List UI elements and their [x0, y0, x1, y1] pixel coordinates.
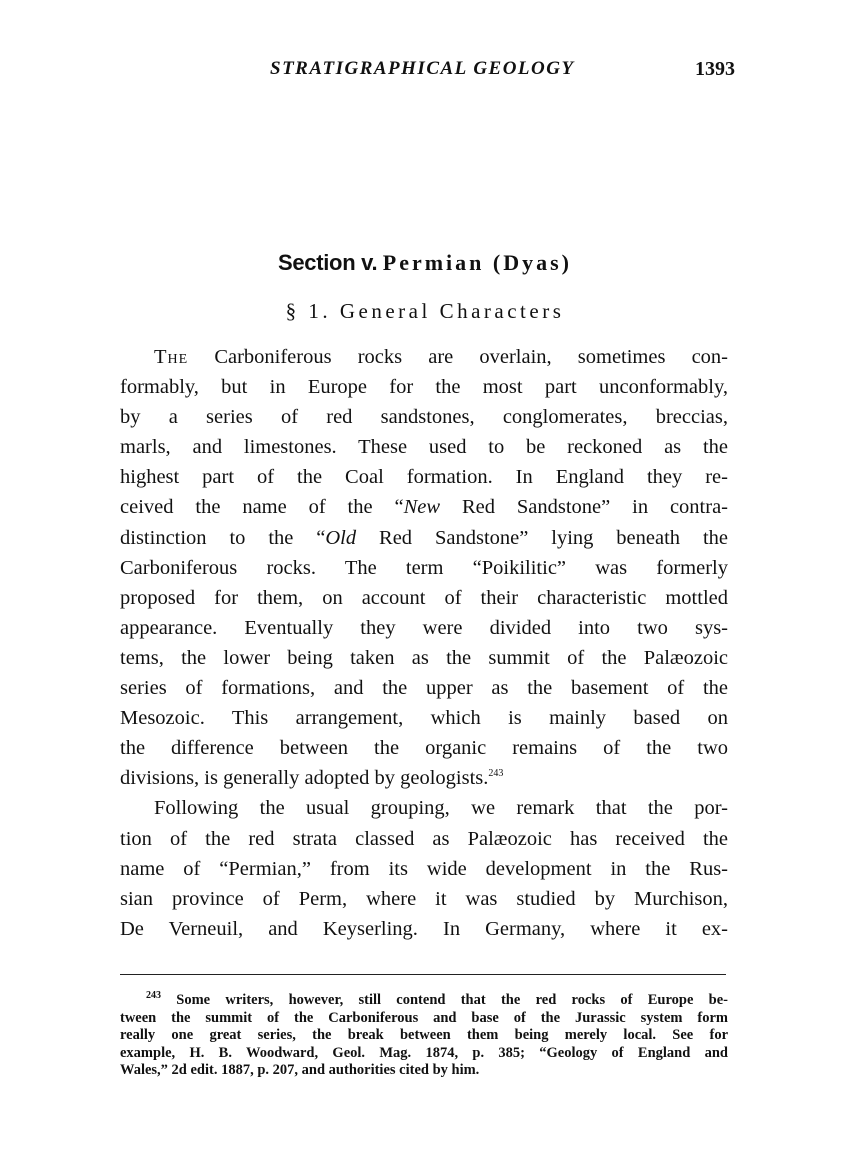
section-name: Permian (Dyas): [382, 250, 573, 275]
text-line: marls, and limestones. These used to be reckoned as the: [120, 436, 728, 459]
footnote-rule: [120, 974, 726, 975]
text-run: divisions, is generally adopted by geologists.: [120, 767, 489, 790]
footnote-line: [120, 992, 728, 1010]
text-line: [120, 523, 728, 553]
text-line: De Verneuil, and Keyserling. In Germany, where it ex-: [120, 917, 728, 940]
page-number: 1393: [695, 58, 735, 80]
text-line: name of “Permian,” from its wide development in the Rus-: [120, 857, 728, 880]
text-run: distinction to the “: [120, 526, 326, 549]
italic-term: New: [403, 496, 441, 519]
text-line: by a series of red sandstones, conglomerates, breccias,: [120, 406, 728, 429]
text-line: appearance. Eventually they were divided into two sys-: [120, 616, 728, 639]
text-run: Red Sandstone” in contra-: [440, 496, 729, 519]
text-line: proposed for them, on account of their characteristic mottled: [120, 586, 728, 609]
text-line: Following the usual grouping, we remark that the por-: [154, 797, 728, 820]
running-title: STRATIGRAPHICAL GEOLOGY: [270, 58, 575, 79]
italic-term: Old: [325, 526, 357, 549]
text-line: Carboniferous rocks. The term “Poikilitic” was formerly: [120, 556, 728, 579]
drop-word: The: [154, 346, 189, 368]
section-label: Section v.: [277, 250, 378, 275]
section-heading: [0, 250, 850, 276]
text-line: formably, but in Europe for the most part unconformably,: [120, 376, 728, 399]
text-line: tems, the lower being taken as the summit of the Palæozoic: [120, 646, 728, 669]
footnote-line: example, H. B. Woodward, Geol. Mag. 1874, p. 385; “Geology of England and: [120, 1044, 728, 1061]
footnote-number: 243: [146, 990, 161, 1002]
footnotes: [120, 992, 728, 1080]
text-line: [120, 763, 728, 793]
text-line: Mesozoic. This arrangement, which is mainly based on: [120, 707, 728, 730]
text-run: Red Sandstone” lying beneath the: [356, 526, 728, 549]
footnote-ref: 243: [488, 768, 504, 780]
body-text: [120, 342, 728, 944]
text-run: ceived the name of the “: [120, 496, 404, 519]
text-line: [120, 492, 728, 522]
text-line-content: Carboniferous rocks are overlain, sometimes con-: [214, 346, 729, 368]
running-head: [120, 58, 735, 88]
text-line: highest part of the Coal formation. In England they re-: [120, 466, 728, 489]
text-line: sian province of Perm, where it was studied by Murchison,: [120, 887, 728, 910]
text-line: series of formations, and the upper as the basement of the: [120, 677, 728, 700]
text-line: tion of the red strata classed as Palæozoic has received the: [120, 827, 728, 850]
text-line: the difference between the organic remains of the two: [120, 737, 728, 760]
footnote-line: really one great series, the break between them being merely local. See for: [120, 1027, 728, 1044]
footnote-line: Wales,” 2d edit. 1887, p. 207, and authorities cited by him.: [120, 1062, 480, 1079]
footnote-text: Some writers, however, still contend that the red rocks of Europe be-: [176, 992, 728, 1008]
footnote-line: tween the summit of the Carboniferous and base of the Jurassic system form: [120, 1009, 728, 1026]
subsection-heading: § 1. General Characters: [285, 299, 565, 323]
text-line: [120, 342, 728, 372]
